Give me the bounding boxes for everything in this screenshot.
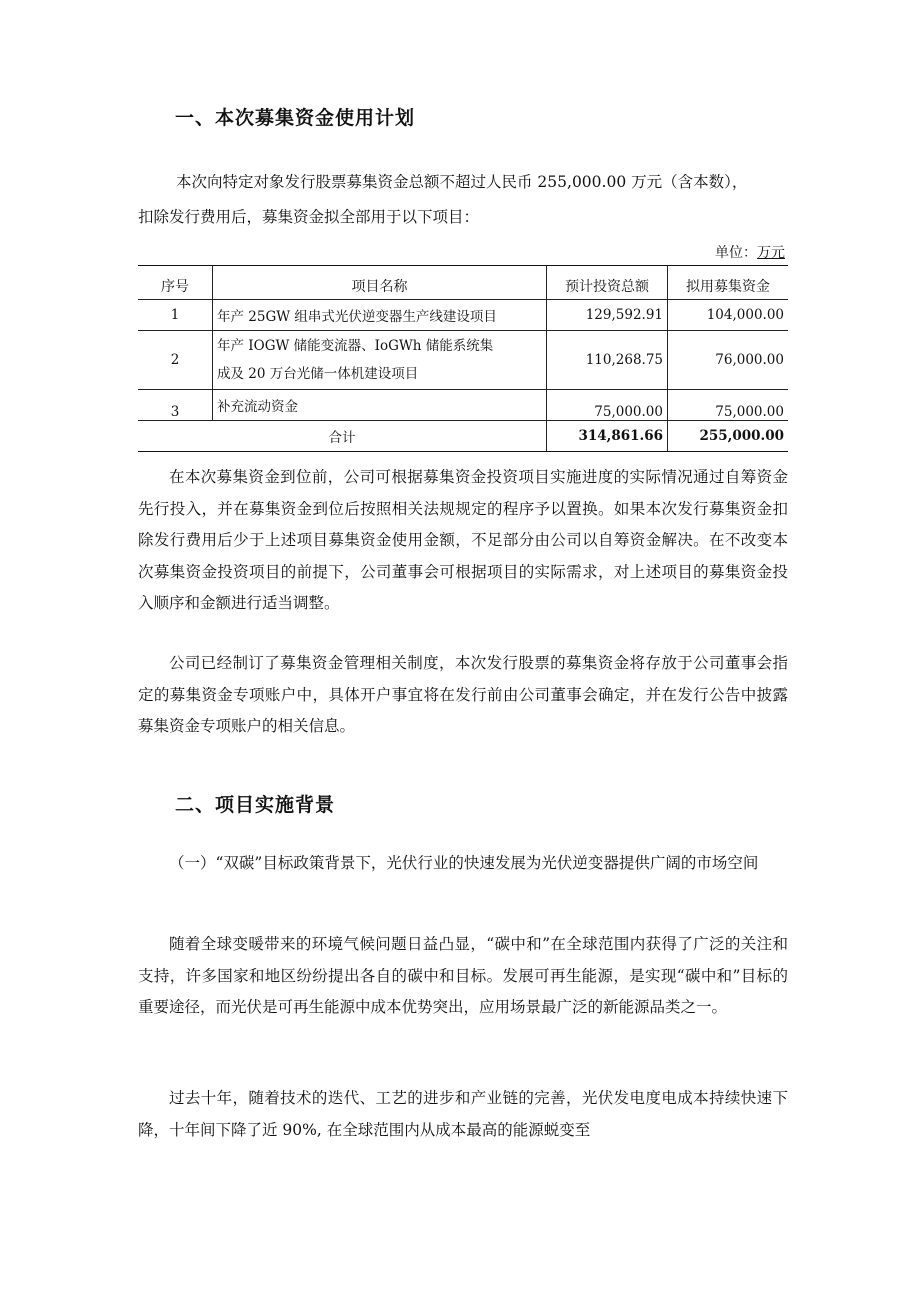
table-row bbox=[138, 331, 788, 390]
row-project-name bbox=[213, 331, 547, 390]
row-project-name: 补充流动资金 bbox=[213, 390, 547, 421]
total-label: 合计 bbox=[138, 421, 547, 452]
row-no: 1 bbox=[138, 300, 213, 331]
row-raised: 104,000.00 bbox=[668, 300, 789, 331]
header-total-investment: 预计投资总额 bbox=[547, 266, 668, 300]
row-total: 75,000.00 bbox=[547, 390, 668, 421]
row-total: 110,268.75 bbox=[547, 331, 668, 390]
paragraph-climate: 随着全球变暖带来的环境气候问题日益凸显，“碳中和”在全球范围内获得了广泛的关注和支持，许多国家和地区纷纷提出各自的碳中和目标。发展可再生能源，是实现“碳中和”目标的重要途径，而光伏是可再生能源中成本优势突出，应用场景最广泛的新能源品类之一。 bbox=[138, 935, 788, 1016]
intro-line-1: 本次向特定对象发行股票募集资金总额不超过人民币 255,000.00 万元（含本数）， bbox=[176, 173, 748, 191]
sub-heading-dual-carbon: （一）“双碳”目标政策背景下，光伏行业的快速发展为光伏逆变器提供广阔的市场空间 bbox=[169, 854, 759, 872]
funding-table bbox=[138, 265, 788, 452]
row-no: 2 bbox=[138, 331, 213, 390]
table-total-row bbox=[138, 421, 788, 452]
total-raised: 255,000.00 bbox=[668, 421, 789, 452]
header-raised-funds: 拟用募集资金 bbox=[668, 266, 789, 300]
row-raised: 76,000.00 bbox=[668, 331, 789, 390]
header-no: 序号 bbox=[138, 266, 213, 300]
section-heading-background: 二、项目实施背景 bbox=[175, 794, 336, 816]
total-investment: 314,861.66 bbox=[547, 421, 668, 452]
section-heading-funding-plan: 一、本次募集资金使用计划 bbox=[175, 107, 416, 129]
row-project-name: 年产 25GW 组串式光伏逆变器生产线建设项目 bbox=[213, 300, 547, 331]
row-no: 3 bbox=[138, 390, 213, 421]
table-row bbox=[138, 300, 788, 331]
row-total: 129,592.91 bbox=[547, 300, 668, 331]
paragraph-pre-funding: 在本次募集资金到位前，公司可根据募集资金投资项目实施进度的实际情况通过自筹资金先行投入，并在募集资金到位后按照相关法规规定的程序予以置换。如果本次发行募集资金扣除发行费用后少于上述项目募集资金使用金额，不足部分由公司以自筹资金解决。在不改变本次募集资金投资项目的前提下，公司董事会可根据项目的实际需求，对上述项目的募集资金投入顺序和金额进行适当调整。 bbox=[138, 468, 788, 612]
row-raised: 75,000.00 bbox=[668, 390, 789, 421]
intro-line-2: 扣除发行费用后，募集资金拟全部用于以下项目： bbox=[138, 208, 480, 226]
unit-label bbox=[715, 242, 785, 262]
header-project-name: 项目名称 bbox=[213, 266, 547, 300]
row-project-name-line-2: 成及 20 万台光储一体机建设项目 bbox=[217, 366, 419, 382]
table-row bbox=[138, 390, 788, 421]
table-header-row bbox=[138, 266, 788, 300]
unit-prefix: 单位： bbox=[715, 245, 757, 261]
paragraph-cost-decline: 过去十年，随着技术的迭代、工艺的进步和产业链的完善，光伏发电度电成本持续快速下降，十年间下降了近 90%, 在全球范围内从成本最高的能源蜕变至 bbox=[138, 1089, 788, 1139]
unit-value: 万元 bbox=[757, 245, 785, 261]
row-project-name-line-1: 年产 IOGW 储能变流器、IoGWh 储能系统集 bbox=[217, 338, 494, 354]
paragraph-fund-management: 公司已经制订了募集资金管理相关制度，本次发行股票的募集资金将存放于公司董事会指定的募集资金专项账户中，具体开户事宜将在发行前由公司董事会确定，并在发行公告中披露募集资金专项账户的相关信息。 bbox=[138, 654, 788, 735]
